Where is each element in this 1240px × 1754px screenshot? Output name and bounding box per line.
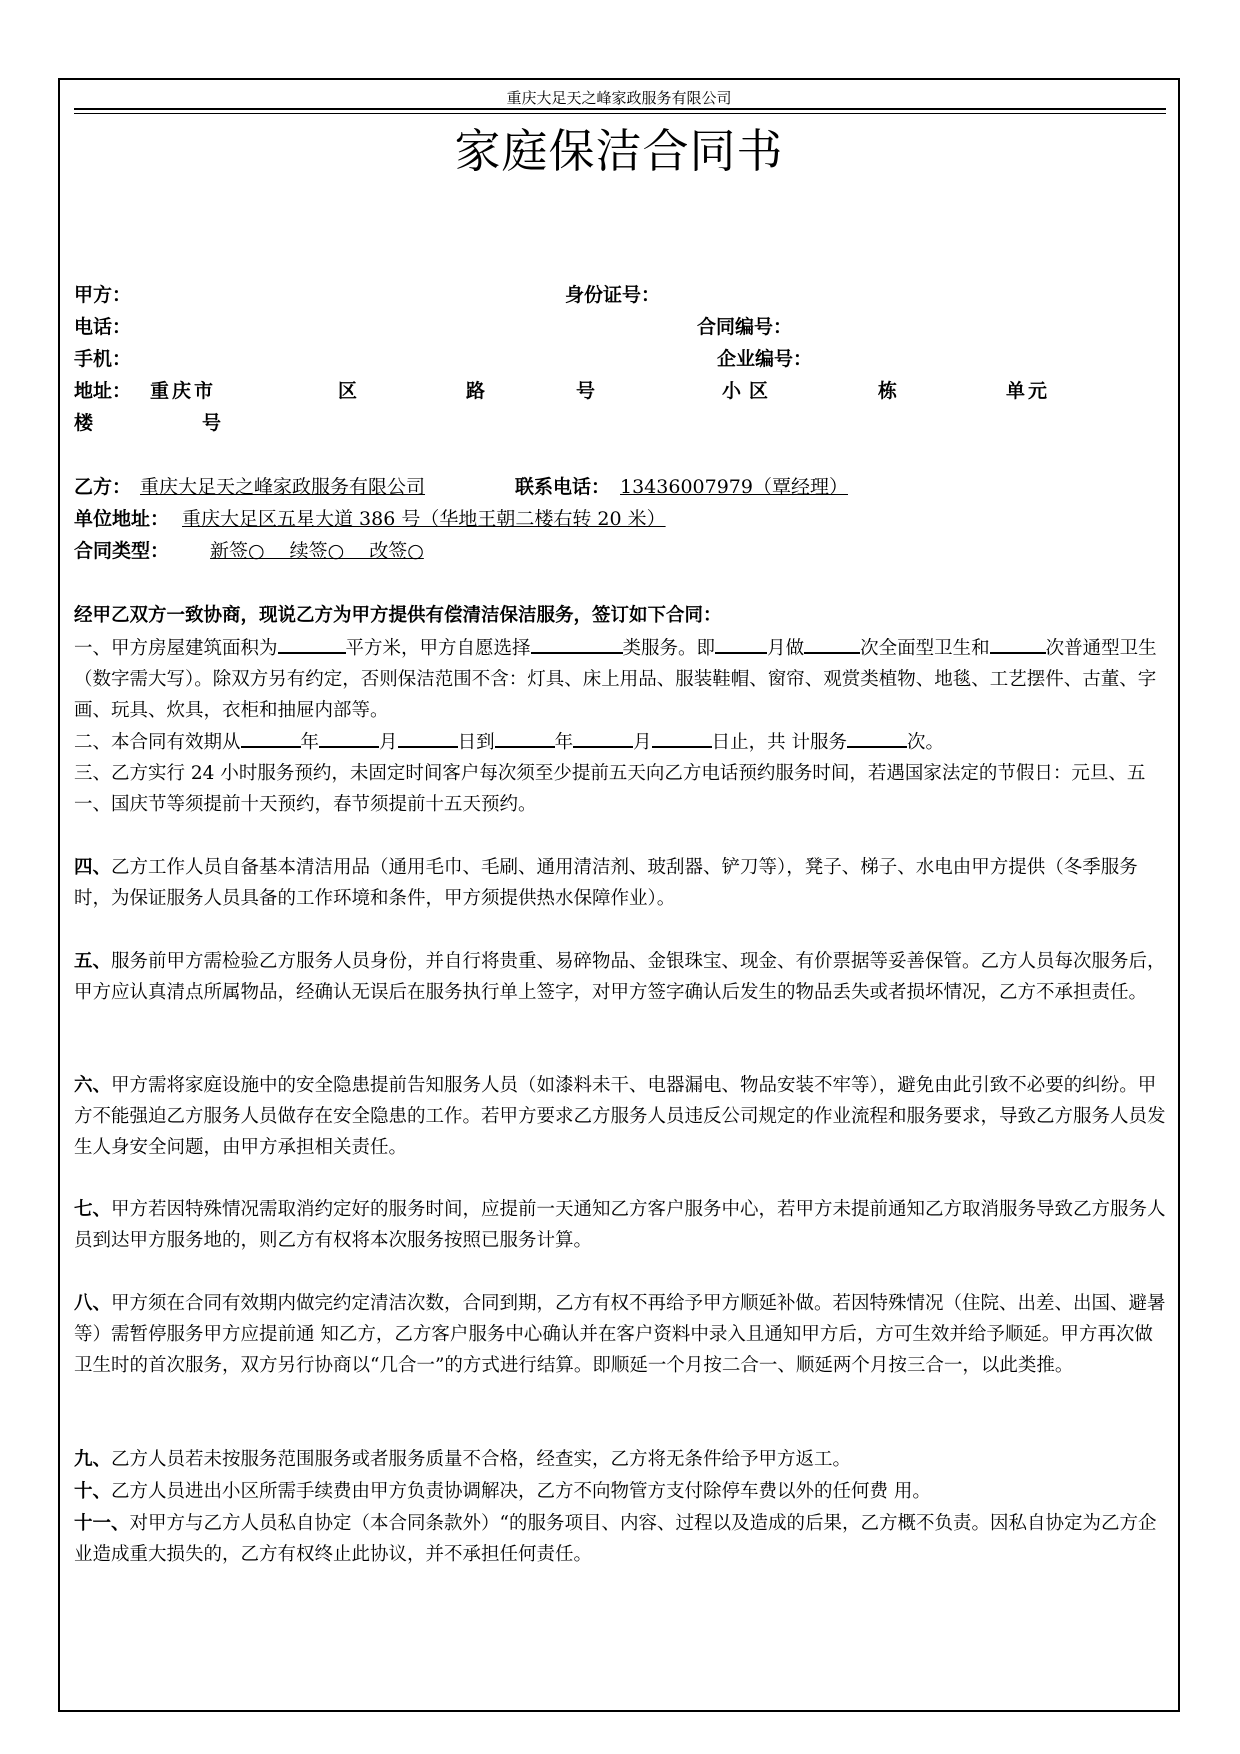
clause-3-number: 三、	[74, 763, 112, 784]
end-year-blank[interactable]	[495, 726, 555, 748]
clause-11-number: 十一、	[74, 1513, 130, 1534]
clause-5	[74, 946, 1168, 1008]
contract-number-label: 合同编号：	[697, 316, 793, 338]
clause-9-number: 九、	[74, 1449, 112, 1470]
party-b-address: 重庆大足区五星大道 386 号（华地王朝二楼右转 20 米）	[182, 508, 666, 530]
party-b-phone-label: 联系电话：	[515, 476, 611, 498]
enterprise-number-label: 企业编号：	[717, 348, 813, 370]
start-month-blank[interactable]	[319, 726, 379, 748]
clause-8	[74, 1288, 1168, 1381]
clause-5-number: 五、	[74, 951, 112, 972]
clause-1-text-6: 次普通型卫生（数字需大写）。除双方另有约定，否则保洁范围不含：灯具、床上用品、服装鞋帽、窗帘、观赏类植物、地毯、工艺摆件、古董、字画、玩具、炊具，衣柜和抽屉内部等。	[74, 638, 1157, 721]
clause-2-text-5: 年	[554, 732, 574, 753]
start-year-blank[interactable]	[241, 726, 301, 748]
clause-4	[74, 852, 1168, 914]
clause-2-text-1: 本合同有效期从	[111, 732, 241, 753]
page-title: 家庭保洁合同书	[454, 124, 784, 178]
party-b-label: 乙方：	[74, 476, 132, 498]
contract-type-options: 新签○ 续签○ 改签○	[210, 540, 424, 562]
start-day-blank[interactable]	[398, 726, 458, 748]
party-b-phone: 13436007979（覃经理）	[620, 476, 848, 498]
address-building: 栋	[878, 380, 898, 402]
clause-1-text-4: 月做	[767, 638, 805, 659]
clause-2-text-3: 月	[379, 732, 398, 753]
clause-9	[74, 1444, 1168, 1475]
address-floor: 楼	[74, 412, 94, 434]
clause-7	[74, 1194, 1168, 1256]
clause-1-text-3: 类服务。即	[622, 638, 716, 659]
address-unit: 单元	[1006, 380, 1051, 402]
clause-2-text-2: 年	[300, 732, 320, 753]
contract-intro: 经甲乙双方一致协商，现说乙方为甲方提供有偿清洁保洁服务，签订如下合同：	[74, 605, 722, 626]
clause-7-number: 七、	[74, 1199, 112, 1220]
clause-8-number: 八、	[74, 1293, 112, 1314]
full-clean-count-blank[interactable]	[804, 632, 860, 654]
clause-5-text: 服务前甲方需检验乙方服务人员身份，并自行将贵重、易碎物品、金银珠宝、现金、有价票据等妥善保管。乙方人员每次服务后，甲方应认真清点所属物品，经确认无误后在服务执行单上签字，对甲方签字确认后发生的物品丢失或者损坏情况，乙方不承担责任。	[74, 951, 1166, 1003]
id-number-label: 身份证号：	[565, 284, 661, 306]
area-blank[interactable]	[278, 632, 346, 654]
clause-6-number: 六、	[74, 1075, 112, 1096]
phone-label: 电话：	[74, 316, 132, 338]
service-class-blank[interactable]	[531, 632, 623, 654]
header-rule-thick	[74, 108, 1166, 110]
clause-11-text: 对甲方与乙方人员私自协定（本合同条款外）“的服务项目、内容、过程以及造成的后果，乙方概不负责。因私自协定为乙方企业造成重大损失的，乙方有权终止此协议，并不承担任何责任。	[74, 1513, 1157, 1565]
clause-8-text: 甲方须在合同有效期内做完约定清洁次数，合同到期，乙方有权不再给予甲方顺延补做。若因特殊情况（住院、出差、出国、避暑等）需暂停服务甲方应提前通 知乙方，乙方客户服务中心确认并在客户资料中录入且通知甲方后，方可生效并给予顺延。甲方再次做卫生时的首次服务，双方另行协商以“几合一”的方式进行结算。即顺延一个月按二合一、顺延两个月按三合一，以此类推。	[74, 1293, 1166, 1376]
regular-clean-count-blank[interactable]	[990, 632, 1046, 654]
clause-1-text-1: 甲方房屋建筑面积为	[111, 638, 278, 659]
clause-2	[74, 726, 1168, 758]
clause-2-text-4: 日到	[457, 732, 495, 753]
contract-type-label: 合同类型：	[74, 540, 170, 562]
party-a-label: 甲方：	[74, 284, 132, 306]
address-number: 号	[576, 380, 596, 402]
clause-2-text-6: 月	[633, 732, 652, 753]
clause-9-text: 乙方人员若未按服务范围服务或者服务质量不合格，经查实，乙方将无条件给予甲方返工。	[111, 1449, 852, 1470]
clause-4-text: 乙方工作人员自备基本清洁用品（通用毛巾、毛刷、通用清洁剂、玻刮器、铲刀等），凳子、梯子、水电由甲方提供（冬季服务时，为保证服务人员具备的工作环境和条件，甲方须提供热水保障作业）。	[74, 857, 1138, 909]
clause-2-number: 二、	[74, 732, 112, 753]
header-rule-thin	[74, 113, 1166, 114]
company-header: 重庆大足天之峰家政服务有限公司	[506, 89, 732, 107]
end-day-blank[interactable]	[652, 726, 712, 748]
party-b-name: 重庆大足天之峰家政服务有限公司	[140, 476, 426, 498]
address-road: 路	[466, 380, 486, 402]
party-b-address-label: 单位地址：	[74, 508, 170, 530]
address-label: 地址：	[74, 380, 132, 402]
clause-6	[74, 1070, 1168, 1163]
clause-2-text-8: 次。	[907, 732, 945, 753]
clause-1	[74, 632, 1168, 726]
address-city: 重庆市	[150, 380, 217, 402]
clause-3-text: 乙方实行 24 小时服务预约，未固定时间客户每次须至少提前五天向乙方电话预约服务时间，若遇国家法定的节假日：元旦、五一、国庆节等须提前十天预约，春节须提前十五天预约。	[74, 763, 1146, 815]
mobile-label: 手机：	[74, 348, 132, 370]
clause-10-text: 乙方人员进出小区所需手续费由甲方负责协调解决，乙方不向物管方支付除停车费以外的任何费 用。	[111, 1481, 931, 1502]
month-count-blank[interactable]	[715, 632, 767, 654]
clause-1-number: 一、	[74, 638, 112, 659]
service-count-blank[interactable]	[847, 726, 907, 748]
clause-11	[74, 1508, 1168, 1570]
end-month-blank[interactable]	[573, 726, 633, 748]
clause-1-text-2: 平方米，甲方自愿选择	[345, 638, 531, 659]
clause-4-number: 四、	[74, 857, 112, 878]
address-community: 小区	[722, 380, 777, 402]
clause-2-text-7: 日止，共 计服务	[711, 732, 847, 753]
clause-3	[74, 758, 1168, 820]
address-district: 区	[338, 380, 358, 402]
clause-6-text: 甲方需将家庭设施中的安全隐患提前告知服务人员（如漆料未干、电器漏电、物品安装不牢等），避免由此引致不必要的纠纷。甲方不能强迫乙方服务人员做存在安全隐患的工作。若甲方要求乙方服务人员违反公司规定的作业流程和服务要求，导致乙方服务人员发生人身安全问题，由甲方承担相关责任。	[74, 1075, 1166, 1158]
clause-10-number: 十、	[74, 1481, 112, 1502]
clause-10	[74, 1476, 1168, 1507]
clause-7-text: 甲方若因特殊情况需取消约定好的服务时间，应提前一天通知乙方客户服务中心，若甲方未提前通知乙方取消服务导致乙方服务人员到达甲方服务地的，则乙方有权将本次服务按照已服务计算。	[74, 1199, 1166, 1251]
address-room: 号	[202, 412, 222, 434]
clause-1-text-5: 次全面型卫生和	[860, 638, 990, 659]
